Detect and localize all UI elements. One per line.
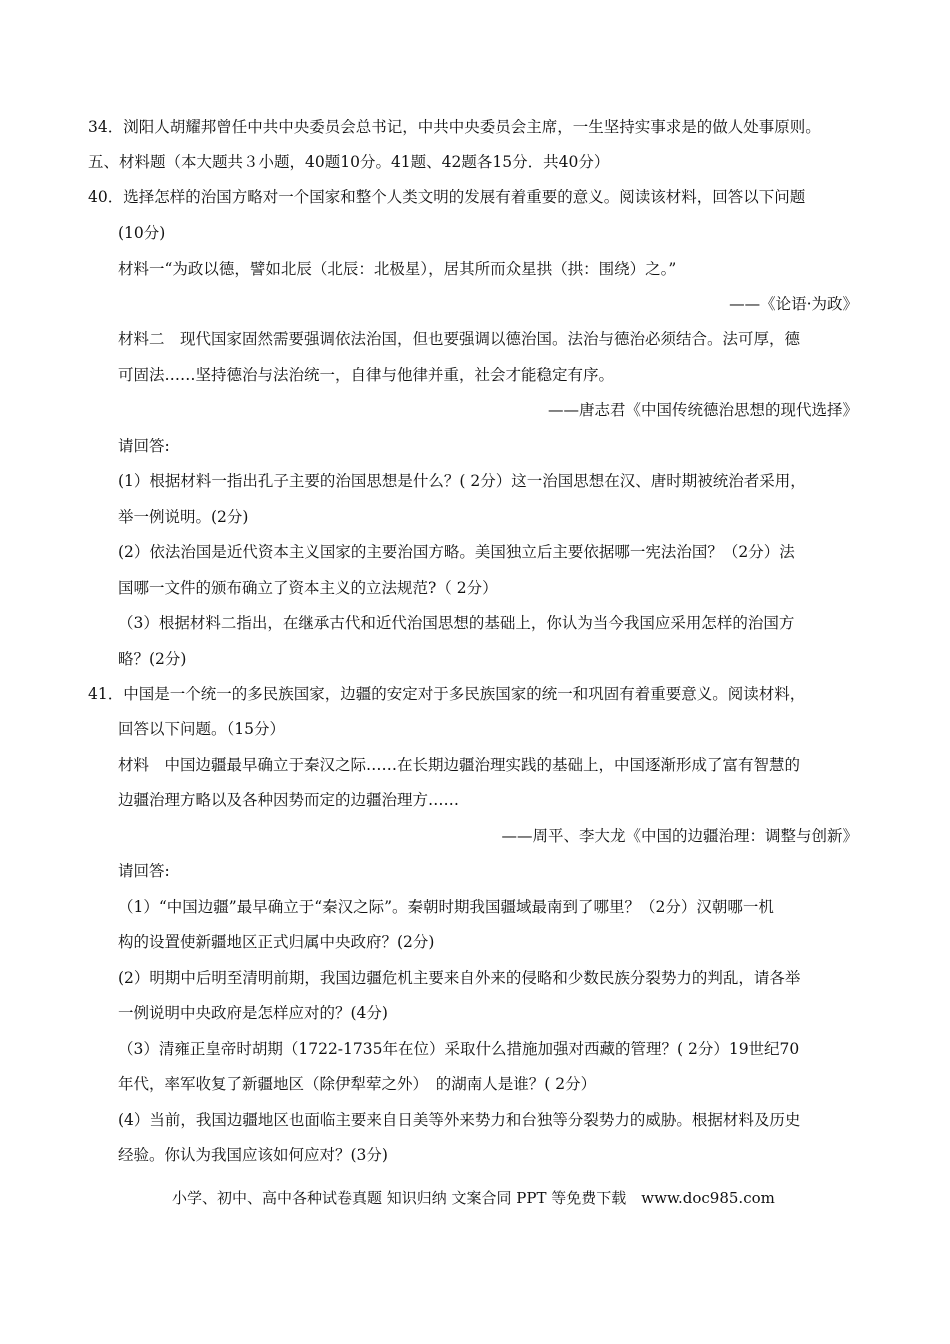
q41-4-line-2: 经验。你认为我国应该如何应对？(3分) bbox=[118, 1146, 388, 1164]
q41-1-line-1: （1）“中国边疆”最早确立于“秦汉之际”。秦朝时期我国疆域最南到了哪里？（2分）汉朝哪一机 bbox=[118, 898, 774, 916]
q40-line-2: (10分) bbox=[118, 224, 166, 242]
q41-line-2: 回答以下问题。（15分） bbox=[118, 720, 285, 738]
q34-line: 34．浏阳人胡耀邦曾任中共中央委员会总书记，中共中央委员会主席，一生坚持实事求是的做人处事原则。 bbox=[88, 118, 821, 136]
q40-1-line-1: (1）根据材料一指出孔子主要的治国思想是什么？( 2分）这一治国思想在汉、唐时期被统治者采用， bbox=[118, 472, 806, 490]
material-41-line-1: 材料 中国边疆最早确立于秦汉之际……在长期边疆治理实践的基础上，中国逐渐形成了富有智慧的 bbox=[118, 756, 801, 774]
q40-3-line-1: （3）根据材料二指出，在继承古代和近代治国思想的基础上，你认为当今我国应采用怎样的治国方 bbox=[118, 614, 795, 632]
q40-3-line-2: 略？(2分) bbox=[118, 650, 187, 668]
q41-1-line-2: 构的设置使新疆地区正式归属中央政府？(2分) bbox=[118, 933, 435, 951]
q41-please-answer: 请回答: bbox=[118, 862, 170, 880]
q41-2-line-2: 一例说明中央政府是怎样应对的？(4分) bbox=[118, 1004, 388, 1022]
material-two-line-1: 材料二 现代国家固然需要强调依法治国，但也要强调以德治国。法治与德治必须结合。法可厚，德 bbox=[118, 330, 801, 348]
material-one-source: ——《论语·为政》 bbox=[729, 295, 858, 313]
material-one: 材料一“为政以德，譬如北辰（北辰：北极星），居其所而众星拱（拱：围绕）之。” bbox=[118, 260, 677, 278]
q41-2-line-1: (2）明期中后明至清明前期，我国边疆危机主要来自外来的侵略和少数民族分裂势力的判乱，请各举 bbox=[118, 969, 801, 987]
q40-line-1: 40．选择怎样的治国方略对一个国家和整个人类文明的发展有着重要的意义。阅读该材料，回答以下问题 bbox=[88, 188, 806, 206]
page-footer: 小学、初中、高中各种试卷真题 知识归纳 文案合同 PPT 等免费下载 www.doc985.com bbox=[172, 1189, 775, 1207]
material-two-source: ——唐志君《中国传统德治思想的现代选择》 bbox=[547, 401, 858, 419]
q40-please-answer: 请回答: bbox=[118, 437, 170, 455]
q41-line-1: 41．中国是一个统一的多民族国家，边疆的安定对于多民族国家的统一和巩固有着重要意义。阅读材料， bbox=[88, 685, 806, 703]
section-five-heading: 五、材料题（本大题共３小题，40题10分。41题、42题各15分．共40分） bbox=[88, 153, 610, 171]
q41-3-line-1: （3）清雍正皇帝时胡期（1722-1735年在位）采取什么措施加强对西藏的管理？( 2分）19世纪70 bbox=[118, 1040, 800, 1058]
material-41-source: ——周平、李大龙《中国的边疆治理：调整与创新》 bbox=[501, 827, 858, 845]
q41-4-line-1: (4）当前，我国边疆地区也面临主要来自日美等外来势力和台独等分裂势力的威胁。根据材料及历史 bbox=[118, 1111, 801, 1129]
q40-2-line-2: 国哪一文件的颁布确立了资本主义的立法规范?（ 2分） bbox=[118, 579, 498, 597]
q41-3-line-2: 年代，率军收复了新疆地区（除伊犁荤之外） 的湖南人是谁？( 2分） bbox=[118, 1075, 597, 1093]
material-41-line-2: 边疆治理方略以及各种因势而定的边疆治理方…… bbox=[118, 791, 460, 809]
material-two-line-2: 可固法……坚持德治与法治统一，自律与他律并重，社会才能稳定有序。 bbox=[118, 366, 615, 384]
q40-1-line-2: 举一例说明。(2分) bbox=[118, 508, 249, 526]
q40-2-line-1: (2）依法治国是近代资本主义国家的主要治国方略。美国独立后主要依据哪一宪法治国？（2分）法 bbox=[118, 543, 795, 561]
